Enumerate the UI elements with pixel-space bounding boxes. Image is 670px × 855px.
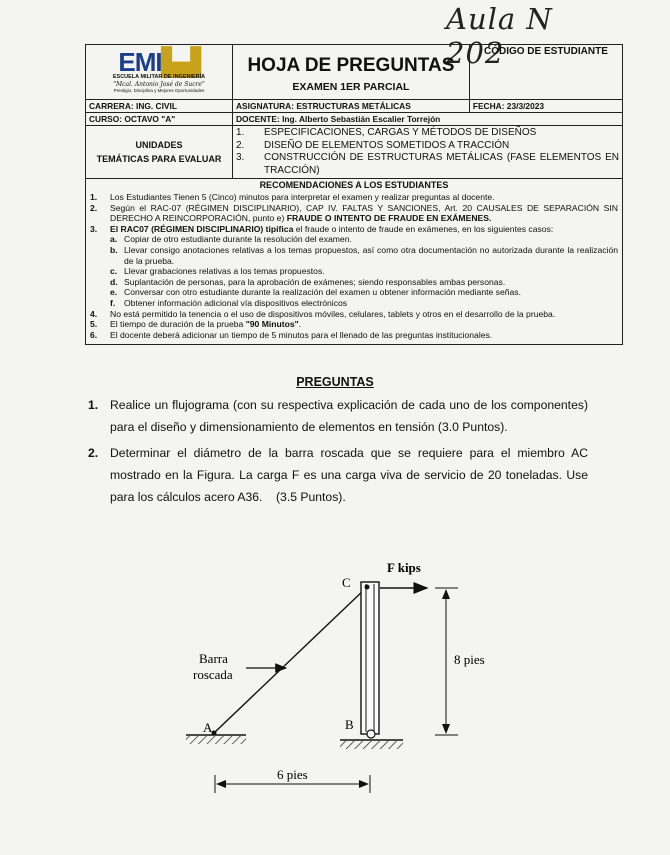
case-letter: a. bbox=[110, 234, 118, 245]
threaded-bar-ac bbox=[214, 588, 366, 733]
rec-number: 1. bbox=[90, 192, 98, 202]
teacher: DOCENTE: Ing. Alberto Sebastián Escalier Torrejón bbox=[233, 113, 623, 126]
support-b bbox=[340, 740, 403, 749]
career: CARRERA: ING. CIVIL bbox=[86, 100, 233, 113]
units-label-line-1: UNIDADES bbox=[135, 140, 183, 150]
case-text: Llevar consigo anotaciones relativas a los temas propuestos, así como otra documentación no autorizada durante la realización de la prueba. bbox=[124, 244, 618, 266]
units-label-line-2: TEMÁTICAS PARA EVALUAR bbox=[96, 154, 222, 164]
question-number: 2. bbox=[88, 446, 99, 460]
exam-subtitle: EXAMEN 1ER PARCIAL bbox=[292, 80, 410, 93]
page-title: HOJA DE PREGUNTAS bbox=[247, 54, 455, 76]
question-number: 1. bbox=[88, 398, 99, 412]
bar-label-line-2: roscada bbox=[193, 667, 233, 682]
width-label: 6 pies bbox=[277, 767, 308, 782]
rec-text: Los Estudiantes Tienen 5 (Cinco) minutos para interpretar el examen y realizar preguntas al docente. bbox=[110, 192, 495, 202]
rec-number: 5. bbox=[90, 319, 98, 330]
rec-text: El docente deberá adicionar un tiempo de 5 minutos para el llenado de las preguntas institucionales. bbox=[110, 329, 493, 340]
unit-number: 2. bbox=[236, 139, 245, 151]
case-letter: f. bbox=[110, 297, 116, 308]
case-letter: d. bbox=[110, 276, 118, 287]
rec-text: el fraude o intento de fraude en exámenes, en los siguientes casos: bbox=[295, 223, 554, 234]
label-b: B bbox=[345, 717, 354, 732]
logo-motto: "Mcal. Antonio José de Sucre" bbox=[113, 81, 205, 88]
rec-text: Según el RAC-07 (RÉGIMEN DISCIPLINARIO), CAP IV. FALTAS Y SANCIONES, Art. 20 CAUSALES DE SEPARACIÓN SIN DERECHO A REINCORPORACIÓN, punto e) bbox=[110, 202, 618, 224]
case-letter: e. bbox=[110, 287, 118, 298]
rec-number: 6. bbox=[90, 329, 98, 340]
logo-tagline: Prestigio, Disciplina y Mejores Oportunidades bbox=[113, 88, 205, 93]
case-text: Llevar grabaciones relativas a los temas propuestos. bbox=[124, 266, 325, 277]
height-label: 8 pies bbox=[454, 652, 485, 667]
question-text: Realice un flujograma (con su respectiva explicación de cada uno de los componentes) para el diseño y dimensionamiento de elementos en tensión (3.0 Puntos). bbox=[110, 398, 588, 434]
question-text: Determinar el diámetro de la barra roscada que se requiere para el miembro AC mostrado en la Figura. La carga F es una carga viva de servicio de 20 toneladas. Use para los cálculos acero A36. (3.5 Puntos). bbox=[110, 446, 592, 504]
case-text: Copiar de otro estudiante durante la resolución del examen. bbox=[124, 234, 352, 245]
support-a bbox=[186, 731, 246, 745]
case-text: Obtener información adicional vía dispositivos electrónicos bbox=[124, 297, 348, 308]
exam-date: FECHA: 23/3/2023 bbox=[469, 100, 622, 113]
case-letter: b. bbox=[110, 244, 118, 255]
recommendations-title: RECOMENDACIONES A LOS ESTUDIANTES bbox=[86, 179, 623, 191]
label-a: A bbox=[203, 720, 213, 735]
unit-text: DISEÑO DE ELEMENTOS SOMETIDOS A TRACCIÓN bbox=[264, 139, 510, 151]
rec-number: 2. bbox=[90, 202, 98, 213]
rec-bold-text: "90 Minutos" bbox=[245, 319, 299, 330]
rec-number: 3. bbox=[90, 223, 98, 234]
student-code-label: CÓDIGO DE ESTUDIANTE bbox=[483, 46, 608, 57]
unit-text: CONSTRUCCIÓN DE ESTRUCTURAS METÁLICAS (FASE ELEMENTOS EN TRACCIÓN) bbox=[264, 152, 619, 176]
rec-tail: . bbox=[298, 319, 302, 330]
subject: ASIGNATURA: ESTRUCTURAS METÁLICAS bbox=[233, 100, 470, 113]
member-bc bbox=[361, 582, 379, 738]
case-letter: c. bbox=[110, 266, 118, 277]
course: CURSO: OCTAVO "A" bbox=[86, 113, 233, 126]
castle-icon: ▙▟ bbox=[161, 47, 200, 77]
logo-subtitle: ESCUELA MILITAR DE INGENIERÍA bbox=[112, 74, 206, 80]
rec-bold-text: El RAC07 (RÉGIMEN DISCIPLINARIO) tipifica bbox=[110, 223, 294, 234]
questions-title: PREGUNTAS bbox=[296, 375, 374, 389]
rec-text: No está permitido la tenencia o el uso de dispositivos móviles, celulares, tablets y otros en el desarrollo de la prueba. bbox=[110, 308, 556, 319]
label-c: C bbox=[342, 575, 351, 590]
case-text: Conversar con otro estudiante durante la realización del examen u obtener información mediante señas. bbox=[124, 287, 521, 298]
case-text: Suplantación de personas, para la aprobación de exámenes; siendo responsables ambas personas. bbox=[124, 276, 506, 287]
rec-bold-text: FRAUDE O INTENTO DE FRAUDE EN EXÁMENES. bbox=[286, 213, 492, 224]
unit-number: 1. bbox=[236, 127, 245, 138]
bar-label-line-1: Barra bbox=[199, 651, 228, 666]
load-label: F kips bbox=[387, 560, 421, 575]
rec-text: El tiempo de duración de la prueba bbox=[110, 319, 244, 330]
rec-number: 4. bbox=[90, 308, 98, 319]
unit-text: ESPECIFICACIONES, CARGAS Y MÉTODOS DE DISEÑOS bbox=[264, 127, 537, 138]
logo-name: EMI bbox=[118, 47, 162, 77]
unit-number: 3. bbox=[236, 152, 245, 163]
handwritten-note: Aula N 202 bbox=[446, 2, 553, 70]
